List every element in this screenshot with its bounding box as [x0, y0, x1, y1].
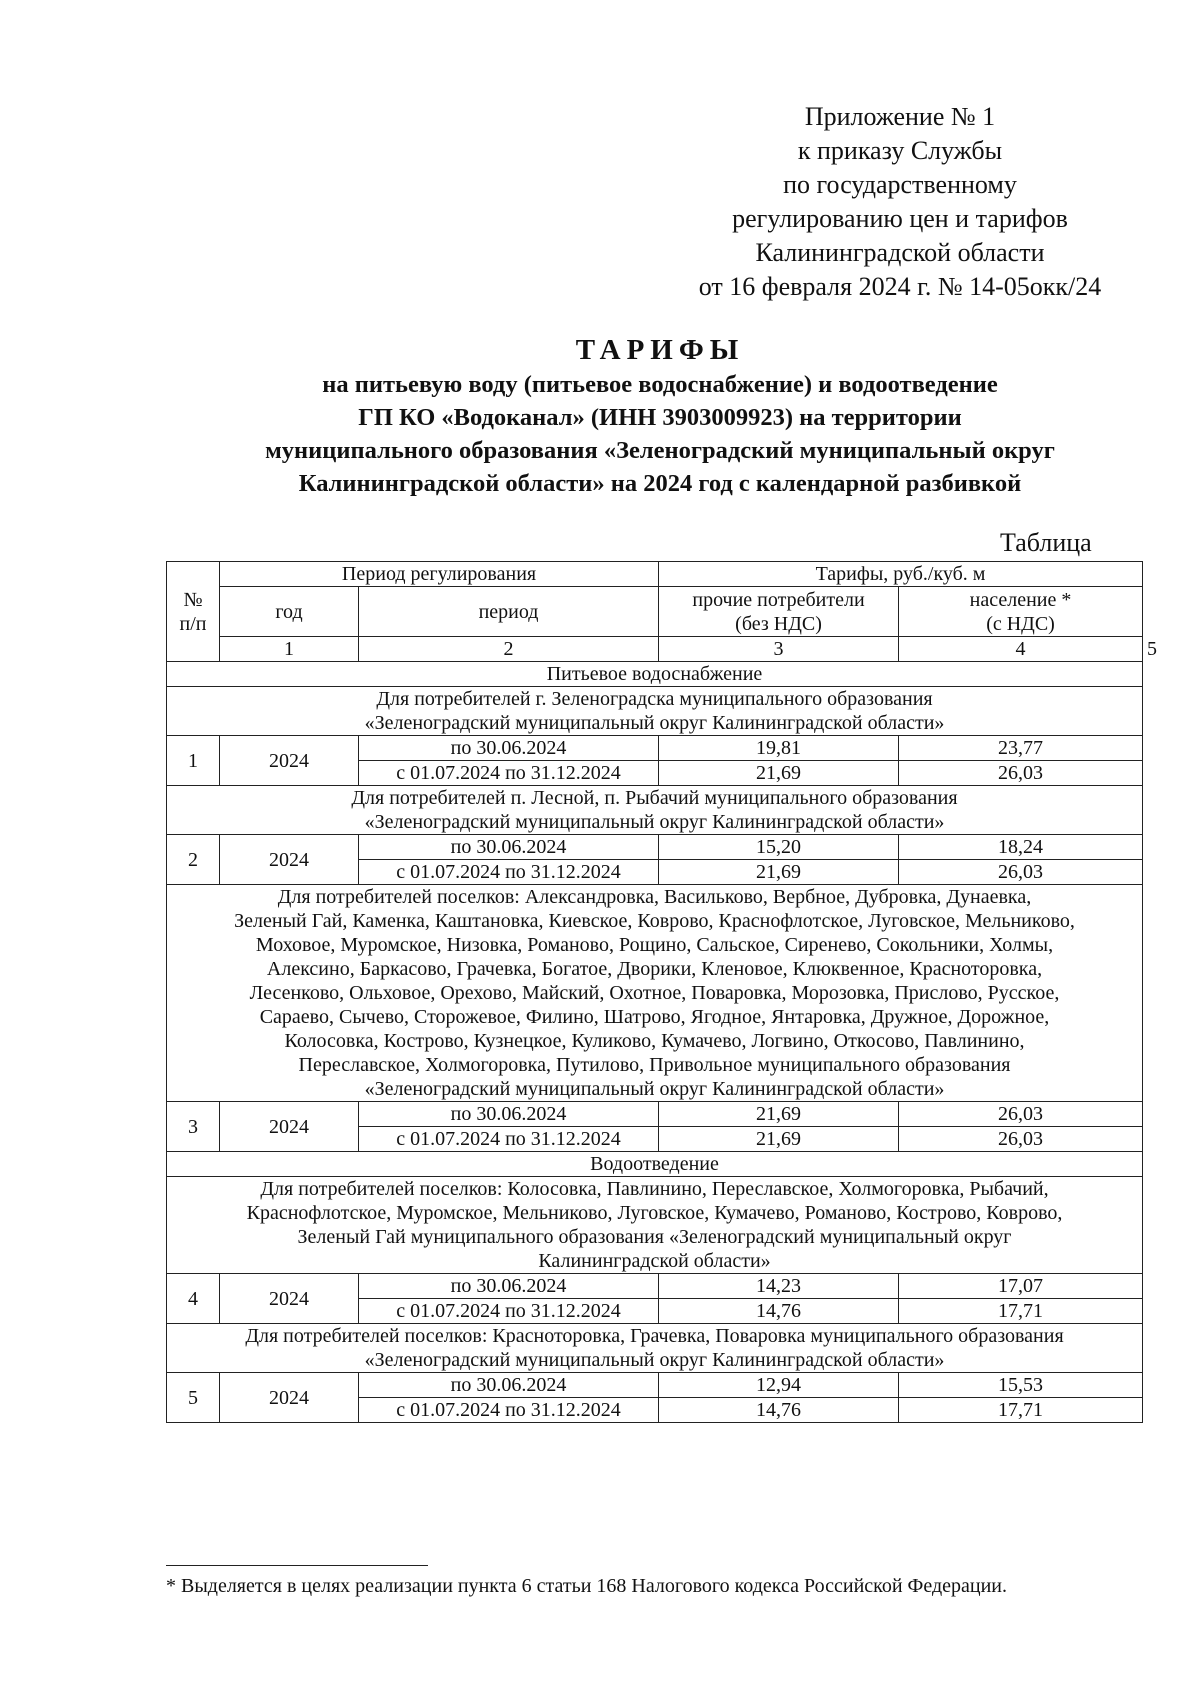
section-row: [167, 662, 1143, 687]
title-line: на питьевую воду (питьевое водоснабжение) и водоотведение: [322, 371, 998, 398]
footnote-divider: [166, 1565, 428, 1566]
group-description-row: [167, 786, 1143, 835]
row-tariff-population: 17,07: [899, 1274, 1143, 1299]
group-description-line: Переславское, Холмогоровка, Путилово, Привольное муниципального образования: [298, 1054, 1011, 1076]
table-row: [167, 1102, 1143, 1127]
header-year: год: [220, 587, 359, 637]
section-title: Водоотведение: [167, 1152, 1143, 1177]
row-number: 1: [167, 736, 220, 786]
group-description-line: Зеленый Гай муниципального образования «Зеленоградский муниципальный округ: [297, 1226, 1012, 1248]
group-description-line: Для потребителей поселков: Колосовка, Павлинино, Переславское, Холмогоровка, Рыбачий,: [260, 1178, 1049, 1200]
row-year: 2024: [220, 1373, 359, 1423]
row-period: с 01.07.2024 по 31.12.2024: [359, 761, 659, 786]
row-tariff-population: 15,53: [899, 1373, 1143, 1398]
group-description-line: «Зеленоградский муниципальный округ Калининградской области»: [364, 1078, 945, 1100]
row-number: 4: [167, 1274, 220, 1324]
row-year: 2024: [220, 1274, 359, 1324]
row-tariff-population: 26,03: [899, 761, 1143, 786]
row-year: 2024: [220, 736, 359, 786]
group-description-line: Лесенково, Ольховое, Орехово, Майский, Охотное, Поваровка, Морозовка, Прислово, Русское,: [249, 982, 1060, 1004]
header-tariff-group: Тарифы, руб./куб. м: [659, 562, 1143, 587]
group-description-line: Для потребителей поселков: Красноторовка, Грачевка, Поваровка муниципального образования: [245, 1325, 1064, 1347]
row-tariff-others: 15,20: [659, 835, 899, 860]
row-period: по 30.06.2024: [359, 1102, 659, 1127]
header-period-group: Период регулирования: [220, 562, 659, 587]
row-tariff-population: 26,03: [899, 1102, 1143, 1127]
row-period: с 01.07.2024 по 31.12.2024: [359, 1127, 659, 1152]
header-num: [167, 562, 220, 662]
table-row: [167, 736, 1143, 761]
row-period: с 01.07.2024 по 31.12.2024: [359, 860, 659, 885]
row-number: 3: [167, 1102, 220, 1152]
header-period: период: [359, 587, 659, 637]
document-title: [130, 332, 1190, 500]
row-tariff-population: 23,77: [899, 736, 1143, 761]
column-number: 3: [659, 637, 899, 662]
group-description-line: Краснофлотское, Муромское, Мельниково, Луговское, Кумачево, Романово, Кострово, Коврово,: [246, 1202, 1063, 1224]
header-row: [167, 562, 1143, 587]
column-numbers-row: 1 2 3 4 5: [167, 637, 1143, 662]
header-population: [899, 587, 1143, 637]
table-row: [167, 1373, 1143, 1398]
column-number: 4: [899, 637, 1143, 662]
row-period: с 01.07.2024 по 31.12.2024: [359, 1398, 659, 1423]
row-tariff-others: 21,69: [659, 1102, 899, 1127]
group-description-line: Колосовка, Кострово, Кузнецкое, Куликово, Кумачево, Логвино, Откосово, Павлинино,: [284, 1030, 1025, 1052]
group-description-row: [167, 1177, 1143, 1274]
row-period: по 30.06.2024: [359, 835, 659, 860]
attachment-header: [640, 100, 1160, 304]
row-year: 2024: [220, 1102, 359, 1152]
header-num-line: №: [183, 588, 203, 611]
group-description-row: [167, 687, 1143, 736]
table-caption: Таблица: [1000, 528, 1092, 557]
column-number: 2: [359, 637, 659, 662]
row-tariff-others: 14,76: [659, 1398, 899, 1423]
tariffs-table: [166, 561, 1158, 1423]
group-description: [167, 786, 1143, 835]
row-tariff-population: 26,03: [899, 1127, 1143, 1152]
row-period: по 30.06.2024: [359, 1373, 659, 1398]
table-row: [167, 1274, 1143, 1299]
group-description: [167, 1177, 1143, 1274]
tariffs-table-body: [167, 562, 1158, 1423]
title-line: ГП КО «Водоканал» (ИНН 3903009923) на территории: [358, 404, 962, 431]
header-others: [659, 587, 899, 637]
section-row: [167, 1152, 1143, 1177]
row-tariff-others: 21,69: [659, 1127, 899, 1152]
row-period: по 30.06.2024: [359, 1274, 659, 1299]
row-tariff-population: 26,03: [899, 860, 1143, 885]
row-tariff-others: 14,23: [659, 1274, 899, 1299]
row-tariff-others: 19,81: [659, 736, 899, 761]
attachment-line: к приказу Службы: [797, 136, 1003, 165]
group-description-line: «Зеленоградский муниципальный округ Калининградской области»: [364, 811, 945, 833]
row-tariff-others: 12,94: [659, 1373, 899, 1398]
attachment-line: регулированию цен и тарифов: [732, 204, 1068, 233]
group-description-line: Для потребителей г. Зеленоградска муниципального образования: [376, 688, 933, 710]
row-number: 5: [167, 1373, 220, 1423]
row-period: с 01.07.2024 по 31.12.2024: [359, 1299, 659, 1324]
footnote: * Выделяется в целях реализации пункта 6 статьи 168 Налогового кодекса Российской Федерации.: [166, 1575, 1008, 1597]
header-row: [167, 587, 1143, 637]
group-description-row: [167, 885, 1143, 1102]
group-description-line: Алексино, Баркасово, Грачевка, Богатое, Дворики, Кленовое, Клюквенное, Красноторовка,: [266, 958, 1043, 980]
row-year: 2024: [220, 835, 359, 885]
column-number: 1: [220, 637, 359, 662]
row-tariff-population: 17,71: [899, 1299, 1143, 1324]
header-others-line: (без НДС): [735, 612, 822, 635]
group-description: [167, 1324, 1143, 1373]
group-description-line: «Зеленоградский муниципальный округ Калининградской области»: [364, 712, 945, 734]
attachment-line: Приложение № 1: [804, 102, 996, 131]
title-main: ТАРИФЫ: [575, 334, 745, 366]
header-population-line: население *: [969, 588, 1072, 611]
header-num-line: п/п: [179, 612, 207, 635]
header-others-line: прочие потребители: [692, 588, 865, 611]
attachment-line: Калининградской области: [755, 238, 1045, 267]
row-tariff-others: 21,69: [659, 761, 899, 786]
row-tariff-population: 17,71: [899, 1398, 1143, 1423]
group-description-line: Для потребителей п. Лесной, п. Рыбачий муниципального образования: [351, 787, 958, 809]
table-row: [167, 835, 1143, 860]
row-tariff-others: 21,69: [659, 860, 899, 885]
group-description-line: Для потребителей поселков: Александровка, Васильково, Вербное, Дубровка, Дунаевка,: [277, 886, 1032, 908]
row-number: 2: [167, 835, 220, 885]
title-line: Калининградской области» на 2024 год с календарной разбивкой: [298, 470, 1022, 497]
group-description-line: Моховое, Муромское, Низовка, Романово, Рощино, Сальское, Сиренево, Сокольники, Холмы,: [255, 934, 1054, 956]
group-description-row: [167, 1324, 1143, 1373]
group-description-line: Калининградской области»: [538, 1250, 771, 1272]
section-title: Питьевое водоснабжение: [167, 662, 1143, 687]
header-population-line: (с НДС): [986, 612, 1055, 635]
row-tariff-population: 18,24: [899, 835, 1143, 860]
attachment-line: по государственному: [783, 170, 1017, 199]
group-description: [167, 687, 1143, 736]
group-description-line: «Зеленоградский муниципальный округ Калининградской области»: [364, 1349, 945, 1371]
row-tariff-others: 14,76: [659, 1299, 899, 1324]
group-description-line: Сараево, Сычево, Сторожевое, Филино, Шатрово, Ягодное, Янтаровка, Дружное, Дорожное,: [259, 1006, 1050, 1028]
group-description: [167, 885, 1143, 1102]
attachment-line: от 16 февраля 2024 г. № 14-05окк/24: [698, 272, 1102, 301]
group-description-line: Зеленый Гай, Каменка, Каштановка, Киевское, Коврово, Краснофлотское, Луговское, Мельниково,: [234, 910, 1075, 932]
row-period: по 30.06.2024: [359, 736, 659, 761]
title-line: муниципального образования «Зеленоградский муниципальный округ: [265, 437, 1055, 464]
